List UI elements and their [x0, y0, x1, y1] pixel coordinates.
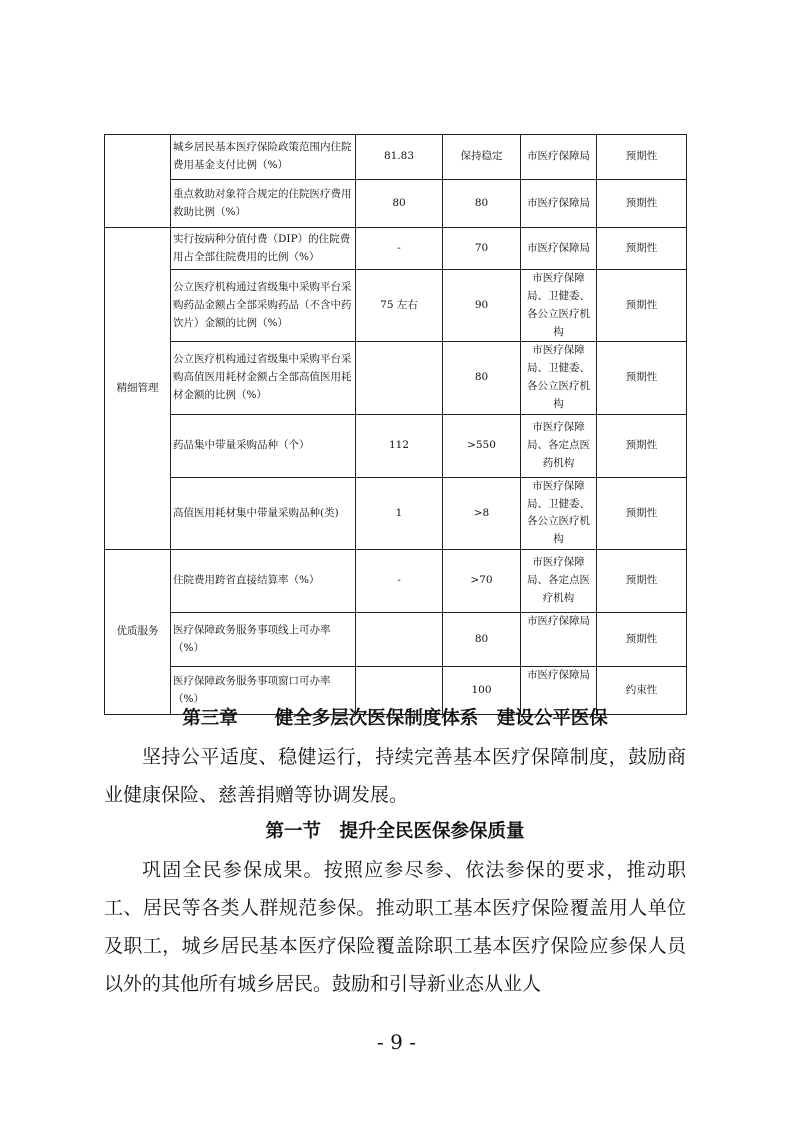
- target-value-cell: >70: [443, 550, 521, 613]
- table-row: [105, 613, 687, 667]
- target-value-cell: 保持稳定: [443, 135, 521, 180]
- base-value-cell: 75 左右: [356, 270, 443, 342]
- indicator-cell: 公立医疗机构通过省级集中采购平台采购药品金额占全部采购药品（不含中药饮片）金额的比例（%）: [171, 270, 356, 342]
- indicator-cell: 城乡居民基本医疗保险政策范围内住院费用基金支付比例（%）: [171, 135, 356, 180]
- nature-cell: 预期性: [597, 228, 687, 270]
- nature-cell: 预期性: [597, 414, 687, 477]
- category-cell: 优质服务: [105, 550, 171, 715]
- department-cell: 市医疗保障局: [521, 228, 597, 270]
- department-cell: 市医疗保障局、卫健委、各公立医疗机构: [521, 477, 597, 549]
- department-cell: 市医疗保障局: [521, 135, 597, 180]
- indicator-cell: 医疗保障政务服务事项线上可办率（%）: [171, 613, 356, 667]
- body-paragraph: 坚持公平适度、稳健运行，持续完善基本医疗保障制度，鼓励商业健康保险、慈善捐赠等协调发展。: [104, 746, 686, 806]
- section-title: 第一节 提升全民医保参保质量: [265, 821, 525, 842]
- target-value-cell: 80: [443, 180, 521, 228]
- target-value-cell: 80: [443, 342, 521, 414]
- target-value-cell: 70: [443, 228, 521, 270]
- chapter-title: 第三章 健全多层次医保制度体系 建设公平医保: [182, 708, 608, 729]
- department-cell: 市医疗保障局、各定点医疗机构: [521, 550, 597, 613]
- indicator-table: [104, 134, 687, 715]
- department-cell: 市医疗保障局、卫健委、各公立医疗机构: [521, 342, 597, 414]
- table-row: [105, 228, 687, 270]
- table-row: [105, 270, 687, 342]
- department-cell: 市医疗保障局、卫健委、各公立医疗机构: [521, 270, 597, 342]
- target-value-cell: >550: [443, 414, 521, 477]
- target-value-cell: 100: [443, 667, 521, 715]
- nature-cell: 预期性: [597, 270, 687, 342]
- department-cell: 市医疗保障局、各定点医药机构: [521, 414, 597, 477]
- target-value-cell: 90: [443, 270, 521, 342]
- nature-cell: 预期性: [597, 180, 687, 228]
- indicator-cell: 医疗保障政务服务事项窗口可办率（%）: [171, 667, 356, 715]
- nature-cell: 预期性: [597, 477, 687, 549]
- base-value-cell: [356, 613, 443, 667]
- base-value-cell: -: [356, 550, 443, 613]
- table-row: [105, 477, 687, 549]
- indicator-cell: 住院费用跨省直接结算率（%）: [171, 550, 356, 613]
- department-cell: 市医疗保障局: [521, 613, 597, 667]
- nature-cell: 预期性: [597, 135, 687, 180]
- page-number: - 9 -: [377, 1030, 416, 1054]
- nature-cell: 预期性: [597, 550, 687, 613]
- table-row: [105, 180, 687, 228]
- target-value-cell: 80: [443, 613, 521, 667]
- table-row: [105, 550, 687, 613]
- department-cell: 市医疗保障局: [521, 180, 597, 228]
- department-cell: 市医疗保障局: [521, 667, 597, 715]
- indicator-cell: 重点救助对象符合规定的住院医疗费用救助比例（%）: [171, 180, 356, 228]
- base-value-cell: [356, 342, 443, 414]
- nature-cell: 预期性: [597, 342, 687, 414]
- indicator-cell: 实行按病种分值付费（DIP）的住院费用占全部住院费用的比例（%）: [171, 228, 356, 270]
- indicator-cell: 公立医疗机构通过省级集中采购平台采购高值医用耗材金额占全部高值医用耗材金额的比例（%）: [171, 342, 356, 414]
- base-value-cell: -: [356, 228, 443, 270]
- indicator-cell: 高值医用耗材集中带量采购品种(类): [171, 477, 356, 549]
- body-paragraph: 巩固全民参保成果。按照应参尽参、依法参保的要求，推动职工、居民等各类人群规范参保。推动职工基本医疗保险覆盖用人单位及职工，城乡居民基本医疗保险覆盖除职工基本医疗保险应参保人员以外的其他所有城乡居民。鼓励和引导新业态从业人: [104, 859, 686, 995]
- indicator-cell: 药品集中带量采购品种（个）: [171, 414, 356, 477]
- table-row: [105, 135, 687, 180]
- target-value-cell: >8: [443, 477, 521, 549]
- base-value-cell: 112: [356, 414, 443, 477]
- category-cell: 精细管理: [105, 228, 171, 550]
- nature-cell: 约束性: [597, 667, 687, 715]
- base-value-cell: 81.83: [356, 135, 443, 180]
- table-row: [105, 342, 687, 414]
- base-value-cell: 80: [356, 180, 443, 228]
- table-row: [105, 414, 687, 477]
- category-cell-empty: [105, 135, 171, 228]
- base-value-cell: 1: [356, 477, 443, 549]
- nature-cell: 预期性: [597, 613, 687, 667]
